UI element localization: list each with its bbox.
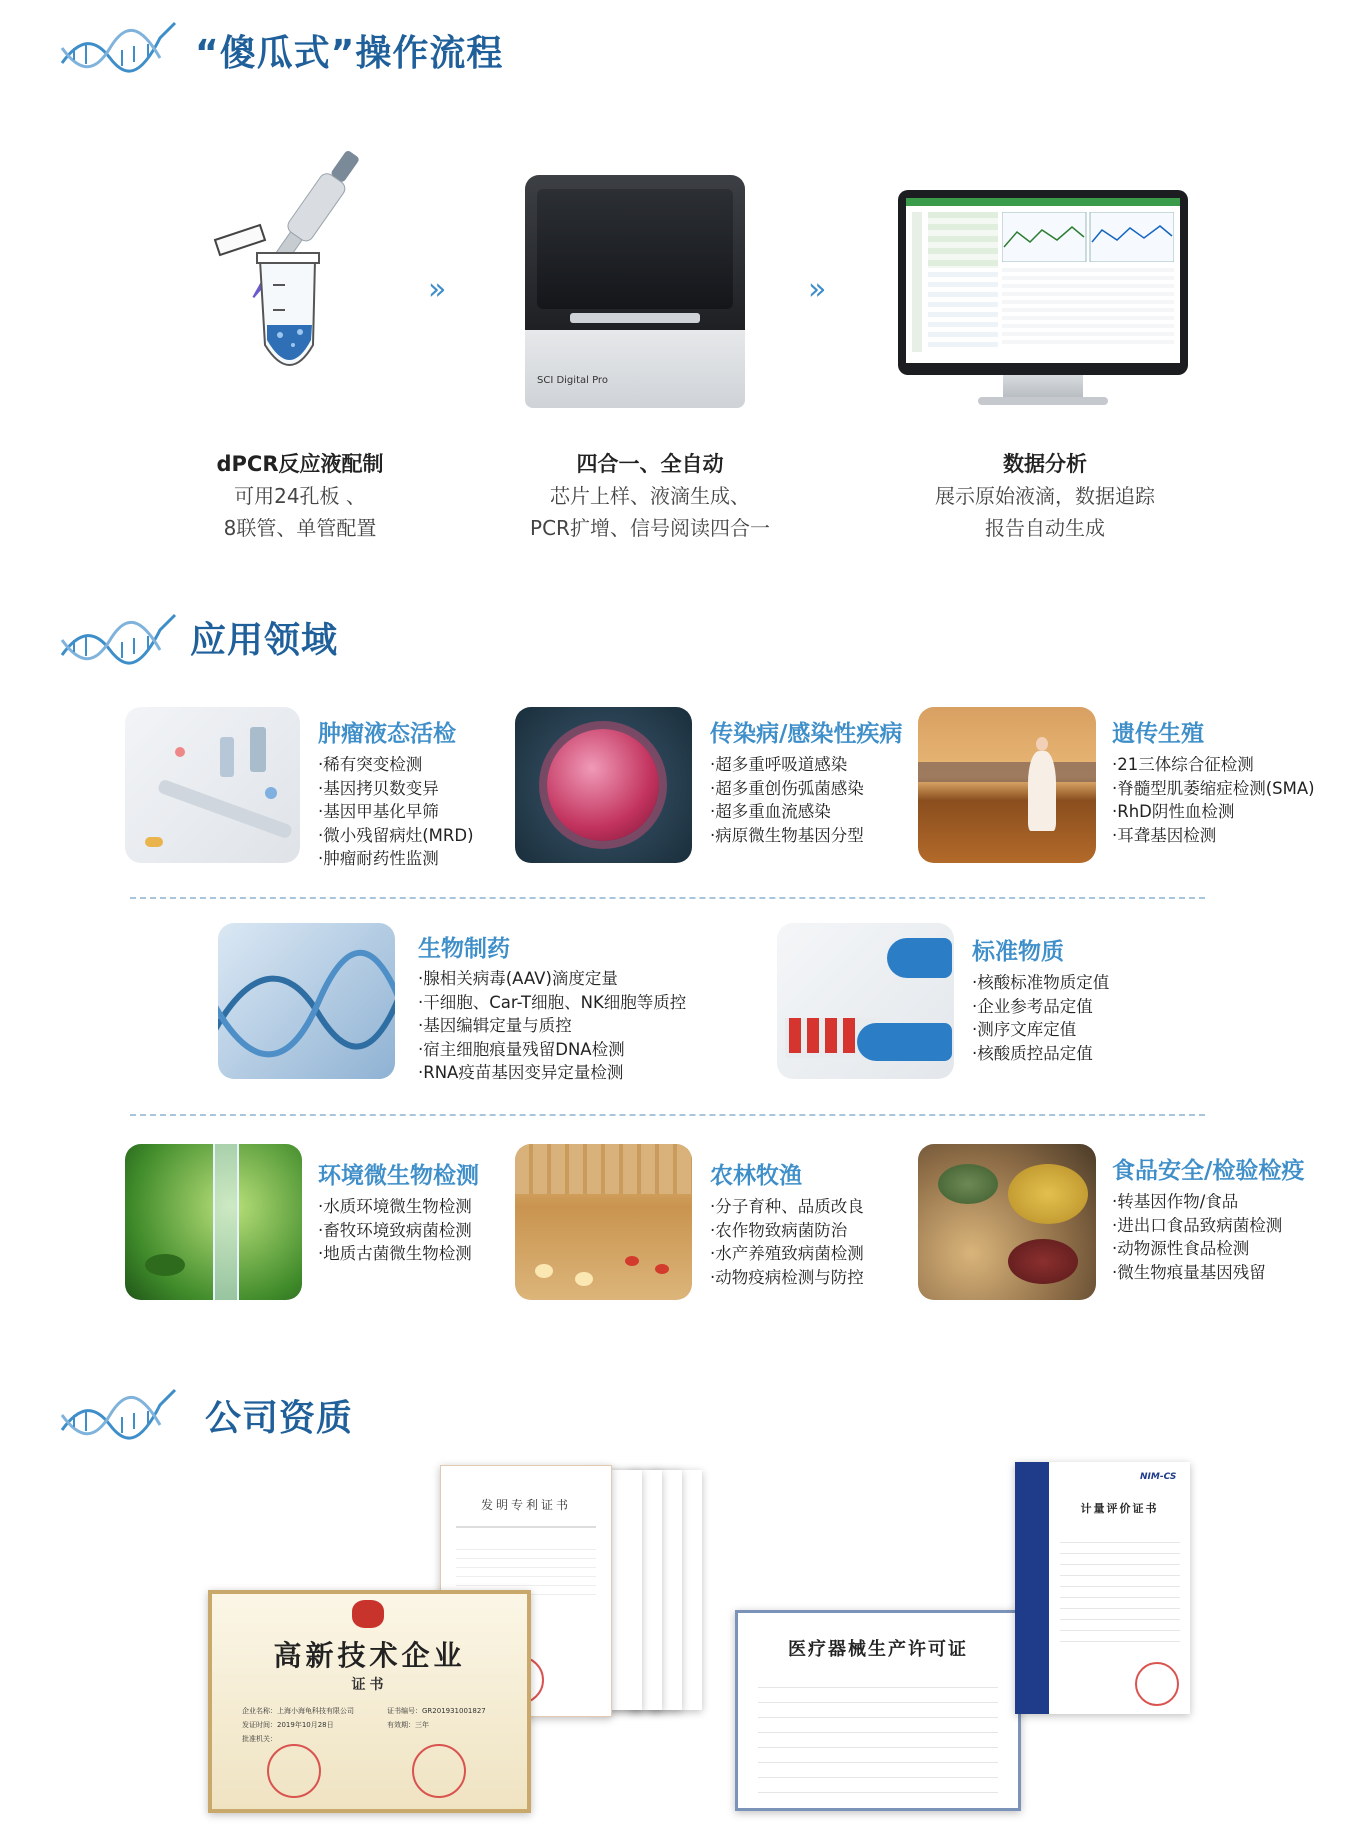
instrument-label: SCI Digital Pro [537,375,608,386]
list-item: · 企业参考品定值 [972,995,1109,1019]
device-title: 医疗器械生产许可证 [788,1639,968,1660]
hightech-certificate [208,1590,531,1813]
step-title: 数据分析 [1003,452,1087,476]
step-line: 可用24孔板 、 [234,484,366,508]
divider [130,897,1205,899]
app-title: 肿瘤液态活检 [318,721,456,747]
list-item: · 转基因作物/食品 [1112,1190,1282,1214]
app-list [318,1195,472,1266]
list-item: · 农作物致病菌防治 [710,1219,864,1243]
patent-title: 发明专利证书 [480,1498,571,1512]
app-list [1112,1190,1282,1284]
dna-icon [60,18,180,78]
list-item: · 核酸标准物质定值 [972,971,1109,995]
step-3-label [895,448,1195,544]
list-item: · 动物源性食品检测 [1112,1237,1282,1261]
step-line: 报告自动生成 [985,516,1105,540]
step-line: 展示原始液滴，数据追踪 [935,484,1155,508]
list-item: · 腺相关病毒(AAV)滴度定量 [418,967,686,991]
hightech-cert-no: 证书编号：GR201931001827 [387,1707,486,1715]
dna-icon [60,1385,180,1445]
list-item: · 进出口食品致病菌检测 [1112,1214,1282,1238]
grains-image [918,1144,1096,1300]
step-title: 四合一、全自动 [576,452,724,476]
lab-tubes-image [777,923,954,1079]
hightech-date: 发证时间：2019年10月28日 [242,1721,334,1729]
list-item: · 微生物痕量基因残留 [1112,1261,1282,1285]
section-title-workflow: “傻瓜式”操作流程 [195,33,504,74]
list-item: · 分子育种、品质改良 [710,1195,864,1219]
list-item: · 水产养殖致病菌检测 [710,1242,864,1266]
pregnancy-image [918,707,1096,863]
dna-icon [60,610,180,670]
list-item: · 地质古菌微生物检测 [318,1242,472,1266]
app-title: 生物制药 [418,936,510,962]
oncology-image [125,707,300,863]
step-title: dPCR反应液配制 [216,452,384,476]
section-title-company: 公司资质 [205,1398,354,1439]
list-item: · 干细胞、Car-T细胞、NK细胞等质控 [418,991,686,1015]
hightech-org: 批准机关： [242,1735,277,1743]
section-title-applications: 应用领域 [190,620,339,661]
app-title: 农林牧渔 [710,1163,802,1189]
list-item: · 脊髓型肌萎缩症检测(SMA) [1112,777,1315,801]
pipette-tube-image [205,135,385,395]
list-item: · 超多重呼吸道感染 [710,753,864,777]
list-item: · 稀有突变检测 [318,753,474,777]
app-list [418,967,686,1085]
hightech-title: 高新技术企业 [273,1639,466,1672]
step-1-label [175,448,425,544]
instrument-image [525,175,745,413]
metrology-title: 计量评价证书 [1080,1502,1159,1515]
step-line: PCR扩增、信号阅读四合一 [530,516,770,540]
hightech-valid: 有效期：三年 [387,1721,429,1729]
arrow-icon: » [808,272,821,307]
arrow-icon: » [428,272,441,307]
divider [130,1114,1205,1116]
dna-helix-image [218,923,395,1079]
list-item: · 基因编辑定量与质控 [418,1014,686,1038]
app-list [318,753,474,871]
monitor-image [898,190,1188,405]
list-item: · 畜牧环境致病菌检测 [318,1219,472,1243]
list-item: · RNA疫苗基因变异定量检测 [418,1061,686,1085]
app-list [1112,753,1315,847]
app-title: 标准物质 [972,939,1064,965]
list-item: · 测序文库定值 [972,1018,1109,1042]
virus-image [515,707,692,863]
app-title: 传染病/感染性疾病 [710,721,903,747]
list-item: · 水质环境微生物检测 [318,1195,472,1219]
app-title: 食品安全/检验检疫 [1112,1158,1305,1184]
step-line: 8联管、单管配置 [223,516,377,540]
app-list [710,1195,864,1289]
app-list [972,971,1109,1065]
list-item: · 核酸质控品定值 [972,1042,1109,1066]
list-item: · 微小残留病灶(MRD) [318,824,474,848]
list-item: · 动物疫病检测与防控 [710,1266,864,1290]
list-item: · 肿瘤耐药性监测 [318,847,474,871]
list-item: · 超多重创伤弧菌感染 [710,777,864,801]
list-item: · 超多重血流感染 [710,800,864,824]
hightech-subtitle: 证书 [351,1677,388,1693]
app-list [710,753,864,847]
list-item: · 基因甲基化早筛 [318,800,474,824]
step-line: 芯片上样、液滴生成、 [550,484,750,508]
list-item: · 病原微生物基因分型 [710,824,864,848]
device-license-certificate [735,1610,1021,1811]
environment-image [125,1144,302,1300]
metrology-certificate [1015,1462,1190,1714]
step-2-label [500,448,800,544]
list-item: · RhD阴性血检测 [1112,800,1315,824]
app-title: 环境微生物检测 [318,1163,479,1189]
list-item: · 21三体综合征检测 [1112,753,1315,777]
list-item: · 耳聋基因检测 [1112,824,1315,848]
poultry-farm-image [515,1144,692,1300]
hightech-company: 企业名称：上海小海龟科技有限公司 [242,1707,354,1715]
list-item: · 基因拷贝数变异 [318,777,474,801]
list-item: · 宿主细胞痕量残留DNA检测 [418,1038,686,1062]
metrology-logo: NIM-CS [1140,1472,1177,1482]
app-title: 遗传生殖 [1112,721,1204,747]
